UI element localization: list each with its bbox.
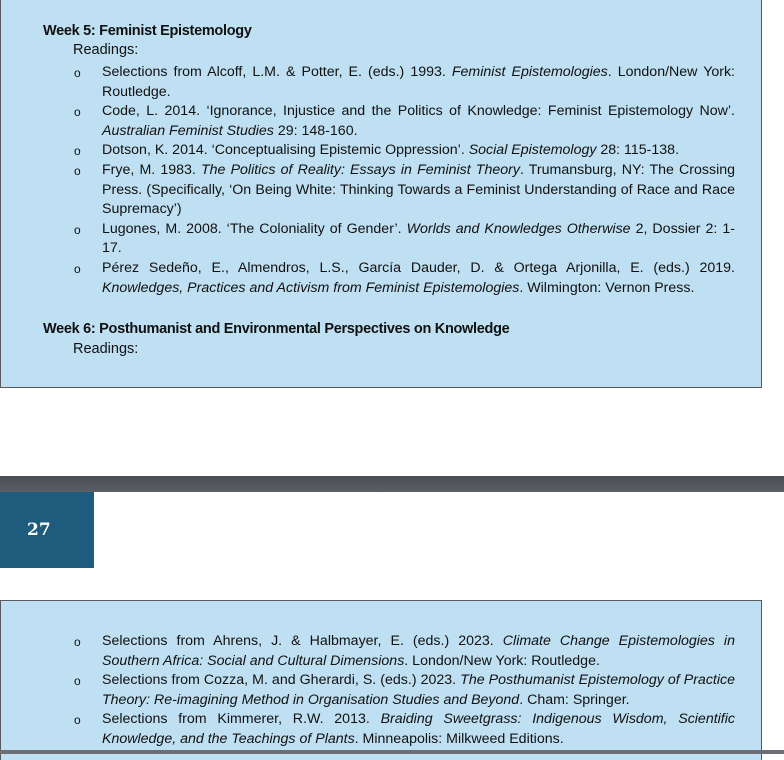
citation-text: Selections from Ahrens, J. & Halbmayer, E. (eds.) 2023.	[102, 633, 503, 649]
citation-title: Braiding Sweetgrass: Indigenous Wisdom, Scientific Knowledge, and the Teachings of Plants	[102, 711, 735, 747]
citation-text: Dotson, K. 2014. ‘Conceptualising Epistemic Oppression’.	[102, 142, 469, 159]
bullet-icon: o	[74, 105, 81, 120]
citation-title: Australian Feminist Studies	[102, 122, 274, 139]
citation-title: Feminist Epistemologies	[451, 64, 608, 80]
week5-reading-list	[1, 63, 735, 298]
bullet-icon: o	[74, 713, 81, 728]
reading-citation	[102, 710, 735, 749]
bullet-icon: o	[74, 635, 81, 649]
reading-item	[1, 632, 735, 671]
reading-item	[1, 220, 735, 259]
week6-reading-list	[1, 632, 735, 750]
bullet-icon: o	[74, 66, 81, 80]
reading-citation	[102, 259, 735, 298]
citation-text: Selections from Alcoff, L.M. & Potter, E. (eds.) 1993.	[102, 64, 452, 80]
citation-title: Worlds and Knowledges Otherwise	[406, 220, 631, 237]
citation-text: Selections from Kimmerer, R.W. 2013.	[102, 711, 381, 728]
page-bottom-edge	[0, 750, 784, 754]
reading-citation	[102, 102, 735, 141]
readings-box-week6-continued	[0, 600, 762, 760]
citation-text: . London/New York: Routledge.	[404, 652, 600, 669]
citation-text: Code, L. 2014. ‘Ignorance, Injustice and the Politics of Knowledge: Feminist Epistemology Now’.	[102, 103, 735, 120]
reading-item	[1, 63, 735, 102]
citation-title: Social Epistemology	[468, 142, 597, 159]
citation-text: . Cham: Springer.	[519, 691, 630, 708]
citation-text: Frye, M. 1983.	[102, 161, 201, 178]
reading-item	[1, 161, 735, 220]
citation-text: . Wilmington: Vernon Press.	[519, 279, 695, 296]
reading-item	[1, 259, 735, 298]
citation-text: . Trumansburg, NY: The Crossing Press. (Specifically, ‘On Being White: Thinking Towards a Feminist Understanding of Race and Race Supremacy’)	[102, 161, 736, 218]
bullet-icon: o	[74, 144, 81, 159]
reading-citation	[102, 63, 735, 102]
page-divider	[0, 476, 784, 492]
citation-title: The Politics of Reality: Essays in Feminist Theory	[200, 161, 520, 178]
reading-citation	[102, 141, 735, 161]
week6-title: Week 6: Posthumanist and Environmental Perspectives on Knowledge	[43, 321, 510, 337]
reading-item	[1, 102, 735, 141]
readings-box-week5-week6	[0, 0, 762, 388]
reading-item	[1, 141, 735, 161]
page-number: 27	[0, 492, 94, 568]
bullet-icon: o	[74, 261, 81, 276]
bullet-icon: o	[74, 222, 81, 237]
citation-title: Knowledges, Practices and Activism from Feminist Epistemologies	[102, 279, 520, 296]
reading-citation	[102, 671, 735, 710]
week5-title: Week 5: Feminist Epistemology	[43, 23, 252, 39]
citation-text: Pérez Sedeño, E., Almendros, L.S., García Dauder, D. & Ortega Arjonilla, E. (eds.) 2019.	[102, 259, 735, 276]
citation-title: Climate Change Epistemologies in Southern Africa: Social and Cultural Dimensions	[102, 633, 735, 669]
bullet-icon: o	[74, 163, 81, 178]
citation-text: Selections from Cozza, M. and Gherardi, S. (eds.) 2023.	[102, 672, 461, 689]
reading-citation	[102, 632, 735, 671]
reading-citation	[102, 220, 735, 259]
citation-text: Lugones, M. 2008. ‘The Coloniality of Gender’.	[102, 220, 407, 237]
bullet-icon: o	[74, 674, 81, 689]
citation-text: 2, Dossier 2: 1-17.	[102, 220, 735, 257]
citation-title: The Posthumanist Epistemology of Practice Theory: Re-imagining Method in Organisation Studies and Beyond	[102, 672, 735, 708]
citation-text: . London/New York: Routledge.	[102, 64, 736, 100]
citation-text: 29: 148-160.	[273, 122, 358, 139]
citation-text: . Minneapolis: Milkweed Editions.	[354, 730, 564, 747]
week5-readings-label: Readings:	[73, 42, 139, 58]
citation-text: 28: 115-138.	[596, 142, 680, 159]
week6-readings-label: Readings:	[73, 341, 139, 357]
reading-item	[1, 671, 735, 710]
reading-item	[1, 710, 735, 749]
reading-citation	[102, 161, 735, 220]
